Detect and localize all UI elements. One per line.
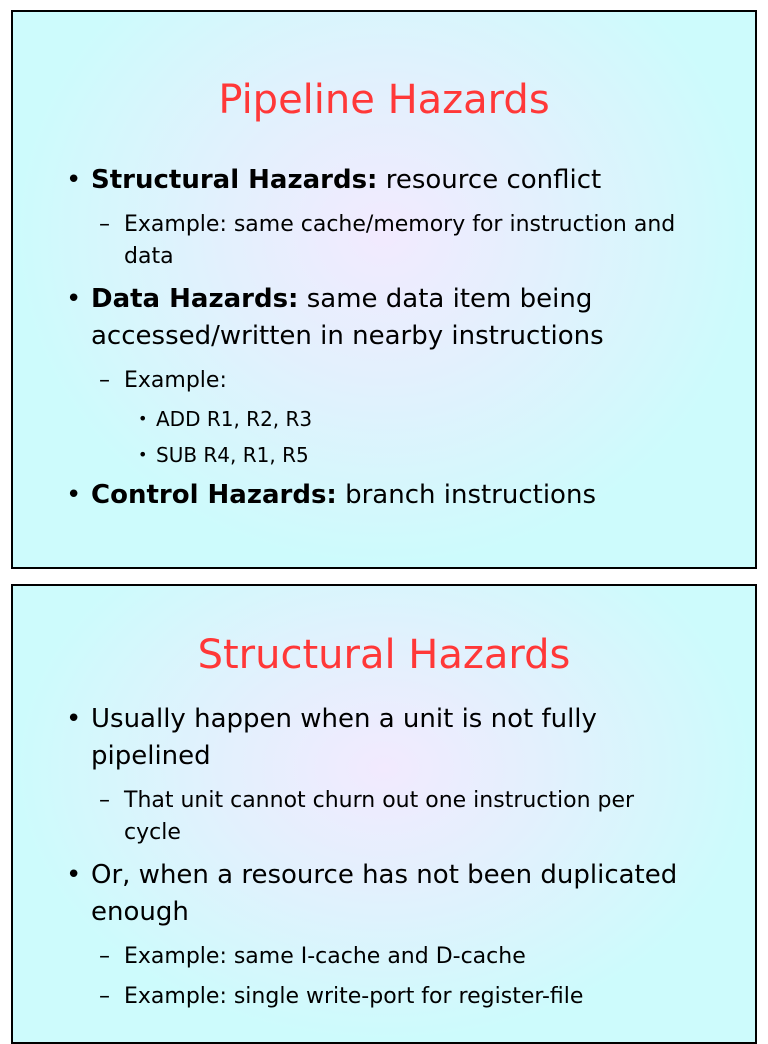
slide-title: Structural Hazards [197,632,571,678]
bullet-text: Usually happen when a unit is not fully pipelined [91,704,597,771]
dash-marker: – [99,212,110,237]
bullet-marker: • [66,860,82,890]
example-text: Example: same cache/memory for instruction and data [124,212,676,269]
dash-marker: – [99,944,110,969]
bullet-marker: • [66,165,82,195]
term-label: Structural Hazards: [91,165,378,195]
instruction-text: SUB R4, R1, R5 [156,443,309,467]
term-description: resource conflict [377,165,602,195]
bullet-structural-hazards [13,162,755,199]
example-text: Example: [124,368,227,393]
bullet-not-fully-pipelined [13,701,755,775]
bullet-marker: • [66,284,82,314]
bullet-data-hazards [13,281,755,355]
bullet-marker: • [66,480,82,510]
sub-bullet-text: Example: same I-cache and D-cache [124,944,526,969]
bullet-list [13,162,755,524]
instruction-text: ADD R1, R2, R3 [156,407,313,431]
slide-pipeline-hazards [11,10,757,569]
slide-structural-hazards [11,584,757,1044]
bullet-marker: • [138,445,148,464]
slide-title: Pipeline Hazards [218,77,550,123]
sub-bullet-write-port [13,981,755,1013]
sub-bullet-data-example [13,365,755,397]
term-description: branch instructions [336,480,596,510]
bullet-marker: • [138,409,148,428]
dash-marker: – [99,984,110,1009]
sub-bullet-text: Example: single write-port for register-file [124,984,584,1009]
term-description: same data item being accessed/written in nearby instructions [91,284,604,351]
bullet-list [13,701,755,1021]
sub-bullet-icache-dcache [13,941,755,973]
sub-bullet-structural-example [13,209,755,273]
bullet-control-hazards [13,477,755,514]
term-label: Control Hazards: [91,480,337,510]
sub-bullet-churn [13,785,755,849]
term-label: Data Hazards: [91,284,299,314]
sub-bullet-text: That unit cannot churn out one instruction per cycle [124,788,635,845]
bullet-text: Or, when a resource has not been duplicated enough [91,860,678,927]
dash-marker: – [99,788,110,813]
bullet-marker: • [66,704,82,734]
instruction-item [13,405,755,433]
dash-marker: – [99,368,110,393]
bullet-not-duplicated [13,857,755,931]
instruction-item [13,441,755,469]
